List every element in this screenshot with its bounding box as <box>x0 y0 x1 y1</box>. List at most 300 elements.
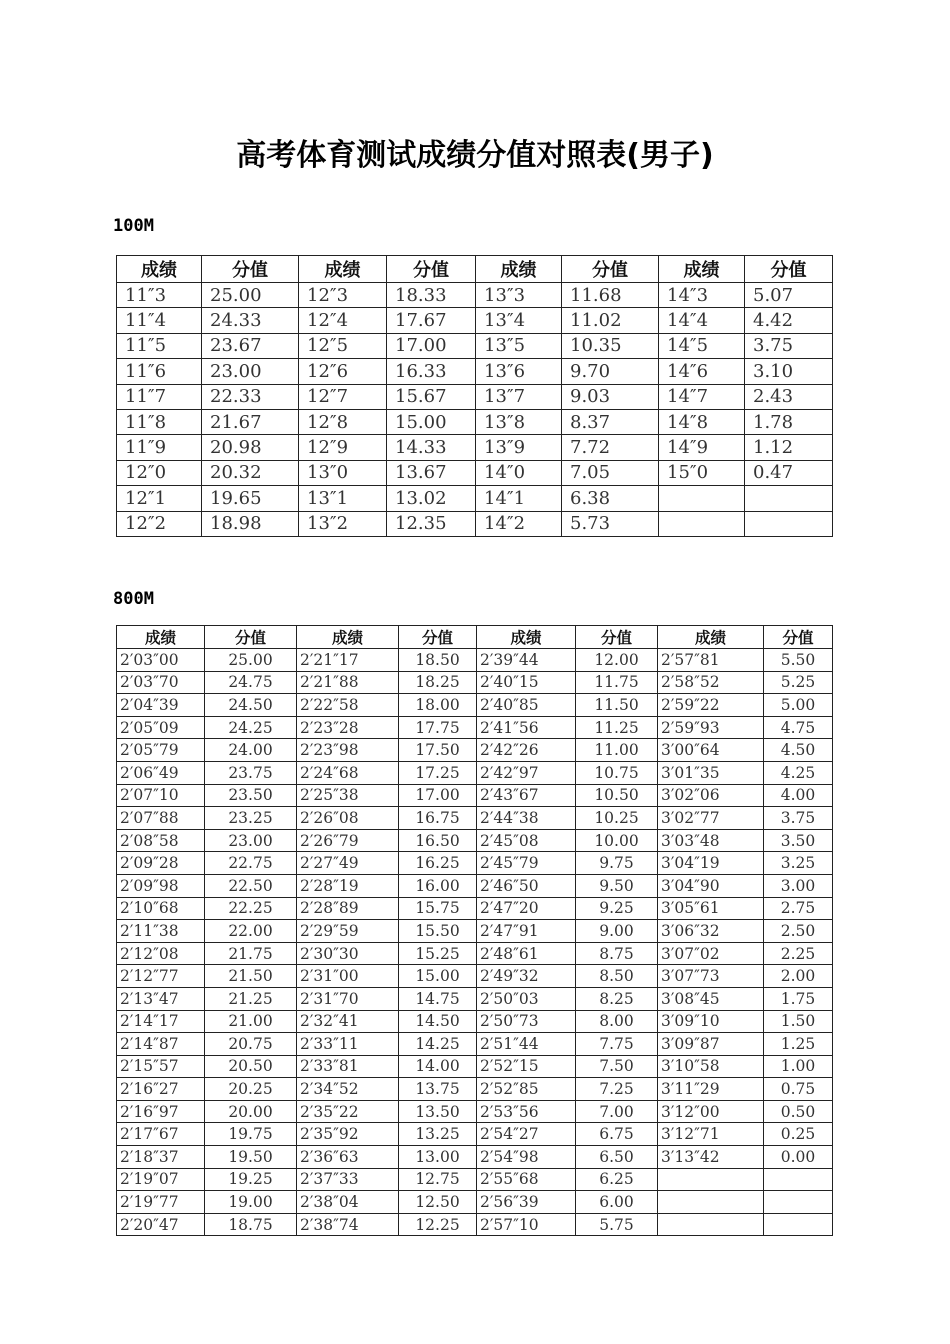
points-cell: 1.50 <box>764 1010 833 1033</box>
score-cell: 15″0 <box>659 460 745 485</box>
score-cell: 12″4 <box>299 308 387 333</box>
points-cell <box>745 486 833 511</box>
score-cell: 2′40″85 <box>477 694 576 717</box>
points-cell: 23.50 <box>205 784 297 807</box>
points-cell: 17.25 <box>399 761 477 784</box>
points-cell: 16.00 <box>399 874 477 897</box>
score-cell: 11″7 <box>117 384 202 409</box>
header-points: 分值 <box>399 626 477 649</box>
points-cell: 10.50 <box>576 784 658 807</box>
points-cell <box>745 511 833 536</box>
points-cell: 21.25 <box>205 987 297 1010</box>
points-cell: 15.00 <box>399 965 477 988</box>
points-cell: 1.12 <box>745 435 833 460</box>
score-cell: 3′09″87 <box>658 1033 764 1056</box>
score-cell: 2′07″10 <box>117 784 205 807</box>
score-cell: 3′07″73 <box>658 965 764 988</box>
score-cell: 2′52″85 <box>477 1078 576 1101</box>
points-cell: 16.50 <box>399 829 477 852</box>
score-cell: 2′07″88 <box>117 807 205 830</box>
points-cell: 14.50 <box>399 1010 477 1033</box>
score-cell: 3′00″64 <box>658 739 764 762</box>
points-cell: 12.35 <box>387 511 476 536</box>
table-row <box>117 1191 833 1214</box>
score-cell: 14″7 <box>659 384 745 409</box>
score-cell: 3′07″02 <box>658 942 764 965</box>
score-cell: 14″2 <box>476 511 562 536</box>
points-cell: 21.00 <box>205 1010 297 1033</box>
header-score: 成绩 <box>117 626 205 649</box>
points-cell: 5.50 <box>764 649 833 672</box>
score-cell: 3′12″00 <box>658 1100 764 1123</box>
score-cell <box>658 1191 764 1214</box>
score-cell <box>658 1213 764 1236</box>
score-cell: 2′09″28 <box>117 852 205 875</box>
header-points: 分值 <box>745 256 833 283</box>
table-header-row <box>117 256 833 283</box>
score-cell: 14″8 <box>659 409 745 434</box>
score-cell: 2′26″79 <box>297 829 399 852</box>
points-cell: 15.00 <box>387 409 476 434</box>
table-row <box>117 1123 833 1146</box>
points-cell: 9.75 <box>576 852 658 875</box>
header-score: 成绩 <box>658 626 764 649</box>
score-cell: 12″0 <box>117 460 202 485</box>
table-row <box>117 1146 833 1169</box>
points-cell: 6.75 <box>576 1123 658 1146</box>
score-cell: 2′40″15 <box>477 671 576 694</box>
points-cell: 3.10 <box>745 359 833 384</box>
score-cell: 2′04″39 <box>117 694 205 717</box>
points-cell: 2.00 <box>764 965 833 988</box>
points-cell: 20.98 <box>202 435 299 460</box>
points-cell: 22.50 <box>205 874 297 897</box>
score-cell: 2′31″70 <box>297 987 399 1010</box>
score-cell: 13″2 <box>299 511 387 536</box>
score-cell: 11″8 <box>117 409 202 434</box>
points-cell: 4.25 <box>764 761 833 784</box>
table-row <box>117 897 833 920</box>
score-cell: 2′08″58 <box>117 829 205 852</box>
score-cell: 3′01″35 <box>658 761 764 784</box>
score-cell: 2′57″10 <box>477 1213 576 1236</box>
score-cell: 2′38″04 <box>297 1191 399 1214</box>
score-cell: 13″9 <box>476 435 562 460</box>
score-cell: 2′23″98 <box>297 739 399 762</box>
score-cell: 2′33″81 <box>297 1055 399 1078</box>
points-cell: 8.50 <box>576 965 658 988</box>
points-cell: 20.32 <box>202 460 299 485</box>
points-cell: 19.50 <box>205 1146 297 1169</box>
score-cell: 2′12″77 <box>117 965 205 988</box>
score-cell: 2′23″28 <box>297 716 399 739</box>
score-cell: 2′54″27 <box>477 1123 576 1146</box>
score-cell: 2′51″44 <box>477 1033 576 1056</box>
points-cell: 14.75 <box>399 987 477 1010</box>
points-cell: 8.00 <box>576 1010 658 1033</box>
points-cell: 9.00 <box>576 920 658 943</box>
points-cell: 23.00 <box>205 829 297 852</box>
score-cell: 3′08″45 <box>658 987 764 1010</box>
points-cell: 24.50 <box>205 694 297 717</box>
points-cell: 5.75 <box>576 1213 658 1236</box>
score-cell: 2′16″27 <box>117 1078 205 1101</box>
score-cell: 2′41″56 <box>477 716 576 739</box>
points-cell: 7.00 <box>576 1100 658 1123</box>
score-cell: 2′05″09 <box>117 716 205 739</box>
section-label-100m: 100M <box>113 216 154 236</box>
score-cell: 2′26″08 <box>297 807 399 830</box>
points-cell: 15.67 <box>387 384 476 409</box>
points-cell: 24.00 <box>205 739 297 762</box>
score-cell: 2′42″97 <box>477 761 576 784</box>
points-cell: 14.33 <box>387 435 476 460</box>
score-cell: 2′42″26 <box>477 739 576 762</box>
score-cell: 3′11″29 <box>658 1078 764 1101</box>
points-cell: 11.75 <box>576 671 658 694</box>
points-cell: 25.00 <box>205 649 297 672</box>
table-row <box>117 761 833 784</box>
table-100m <box>116 255 833 537</box>
score-cell: 2′54″98 <box>477 1146 576 1169</box>
score-cell: 14″4 <box>659 308 745 333</box>
table-800m-body <box>117 649 833 1236</box>
score-cell: 2′19″77 <box>117 1191 205 1214</box>
points-cell: 2.43 <box>745 384 833 409</box>
points-cell: 3.75 <box>745 333 833 358</box>
table-row <box>117 1213 833 1236</box>
table-row <box>117 920 833 943</box>
points-cell: 7.25 <box>576 1078 658 1101</box>
points-cell: 18.50 <box>399 649 477 672</box>
points-cell: 6.00 <box>576 1191 658 1214</box>
score-cell <box>659 486 745 511</box>
points-cell: 5.07 <box>745 283 833 308</box>
table-row <box>117 649 833 672</box>
table-row <box>117 1078 833 1101</box>
score-cell: 2′49″32 <box>477 965 576 988</box>
points-cell: 5.25 <box>764 671 833 694</box>
points-cell: 22.33 <box>202 384 299 409</box>
score-cell: 2′21″17 <box>297 649 399 672</box>
points-cell: 20.25 <box>205 1078 297 1101</box>
score-cell: 2′10″68 <box>117 897 205 920</box>
score-cell: 2′06″49 <box>117 761 205 784</box>
score-cell: 3′02″77 <box>658 807 764 830</box>
points-cell: 22.75 <box>205 852 297 875</box>
header-points: 分值 <box>202 256 299 283</box>
points-cell: 14.25 <box>399 1033 477 1056</box>
points-cell: 8.75 <box>576 942 658 965</box>
score-cell: 12″9 <box>299 435 387 460</box>
header-points: 分值 <box>764 626 833 649</box>
points-cell: 9.50 <box>576 874 658 897</box>
score-cell: 2′25″38 <box>297 784 399 807</box>
score-cell: 2′55″68 <box>477 1168 576 1191</box>
score-cell: 2′48″61 <box>477 942 576 965</box>
points-cell: 7.50 <box>576 1055 658 1078</box>
points-cell: 17.67 <box>387 308 476 333</box>
points-cell: 11.02 <box>562 308 659 333</box>
score-cell: 2′14″17 <box>117 1010 205 1033</box>
points-cell: 12.50 <box>399 1191 477 1214</box>
table-row <box>117 852 833 875</box>
table-row <box>117 1033 833 1056</box>
table-row <box>117 1168 833 1191</box>
points-cell: 1.25 <box>764 1033 833 1056</box>
score-cell: 2′28″89 <box>297 897 399 920</box>
score-cell: 13″7 <box>476 384 562 409</box>
table-row <box>117 965 833 988</box>
table-row <box>117 807 833 830</box>
points-cell: 11.50 <box>576 694 658 717</box>
score-cell: 12″6 <box>299 359 387 384</box>
points-cell: 9.70 <box>562 359 659 384</box>
points-cell: 13.00 <box>399 1146 477 1169</box>
score-cell: 2′19″07 <box>117 1168 205 1191</box>
points-cell: 25.00 <box>202 283 299 308</box>
score-cell: 2′37″33 <box>297 1168 399 1191</box>
header-points: 分值 <box>387 256 476 283</box>
table-row <box>117 1055 833 1078</box>
points-cell: 0.25 <box>764 1123 833 1146</box>
table-800m <box>116 625 833 1236</box>
score-cell: 2′28″19 <box>297 874 399 897</box>
score-cell: 2′17″67 <box>117 1123 205 1146</box>
table-row <box>117 384 833 409</box>
score-cell: 2′36″63 <box>297 1146 399 1169</box>
score-cell: 14″0 <box>476 460 562 485</box>
score-cell: 13″1 <box>299 486 387 511</box>
points-cell: 20.75 <box>205 1033 297 1056</box>
points-cell: 6.38 <box>562 486 659 511</box>
table-row <box>117 874 833 897</box>
score-cell: 2′56″39 <box>477 1191 576 1214</box>
score-cell: 3′09″10 <box>658 1010 764 1033</box>
table-row <box>117 694 833 717</box>
points-cell: 23.25 <box>205 807 297 830</box>
score-cell: 2′43″67 <box>477 784 576 807</box>
points-cell <box>764 1168 833 1191</box>
table-row <box>117 716 833 739</box>
points-cell: 19.25 <box>205 1168 297 1191</box>
table-row <box>117 409 833 434</box>
score-cell: 3′03″48 <box>658 829 764 852</box>
score-cell: 2′31″00 <box>297 965 399 988</box>
header-score: 成绩 <box>477 626 576 649</box>
score-cell: 2′22″58 <box>297 694 399 717</box>
points-cell: 1.00 <box>764 1055 833 1078</box>
score-cell: 2′15″57 <box>117 1055 205 1078</box>
points-cell: 7.05 <box>562 460 659 485</box>
points-cell: 17.00 <box>387 333 476 358</box>
points-cell: 2.50 <box>764 920 833 943</box>
points-cell: 12.00 <box>576 649 658 672</box>
points-cell: 11.00 <box>576 739 658 762</box>
points-cell: 18.33 <box>387 283 476 308</box>
score-cell: 2′38″74 <box>297 1213 399 1236</box>
score-cell: 2′47″20 <box>477 897 576 920</box>
points-cell <box>764 1213 833 1236</box>
points-cell: 3.75 <box>764 807 833 830</box>
table-row <box>117 308 833 333</box>
points-cell: 18.00 <box>399 694 477 717</box>
points-cell: 23.67 <box>202 333 299 358</box>
score-cell: 2′11″38 <box>117 920 205 943</box>
table-row <box>117 435 833 460</box>
score-cell: 2′13″47 <box>117 987 205 1010</box>
score-cell: 12″1 <box>117 486 202 511</box>
score-cell: 2′44″38 <box>477 807 576 830</box>
score-cell: 13″6 <box>476 359 562 384</box>
points-cell: 16.25 <box>399 852 477 875</box>
score-cell: 2′03″00 <box>117 649 205 672</box>
points-cell: 15.25 <box>399 942 477 965</box>
section-label-800m: 800M <box>113 589 154 609</box>
score-cell: 2′29″59 <box>297 920 399 943</box>
points-cell: 1.75 <box>764 987 833 1010</box>
table-row <box>117 671 833 694</box>
points-cell: 24.25 <box>205 716 297 739</box>
points-cell: 0.75 <box>764 1078 833 1101</box>
header-score: 成绩 <box>476 256 562 283</box>
score-cell: 13″4 <box>476 308 562 333</box>
table-row <box>117 942 833 965</box>
points-cell: 9.03 <box>562 384 659 409</box>
header-score: 成绩 <box>297 626 399 649</box>
points-cell: 10.00 <box>576 829 658 852</box>
points-cell: 23.00 <box>202 359 299 384</box>
score-cell: 14″6 <box>659 359 745 384</box>
table-row <box>117 784 833 807</box>
score-cell: 13″8 <box>476 409 562 434</box>
table-header-row <box>117 626 833 649</box>
points-cell: 21.75 <box>205 942 297 965</box>
points-cell: 0.00 <box>764 1146 833 1169</box>
points-cell: 18.75 <box>205 1213 297 1236</box>
points-cell: 0.47 <box>745 460 833 485</box>
score-cell: 3′13″42 <box>658 1146 764 1169</box>
score-cell: 2′27″49 <box>297 852 399 875</box>
points-cell: 22.00 <box>205 920 297 943</box>
score-cell: 2′34″52 <box>297 1078 399 1101</box>
points-cell: 5.73 <box>562 511 659 536</box>
score-cell: 2′53″56 <box>477 1100 576 1123</box>
points-cell: 8.25 <box>576 987 658 1010</box>
score-cell: 12″8 <box>299 409 387 434</box>
score-cell: 2′14″87 <box>117 1033 205 1056</box>
points-cell: 13.50 <box>399 1100 477 1123</box>
table-row <box>117 739 833 762</box>
points-cell: 2.25 <box>764 942 833 965</box>
score-cell: 2′18″37 <box>117 1146 205 1169</box>
points-cell: 19.65 <box>202 486 299 511</box>
points-cell: 17.00 <box>399 784 477 807</box>
points-cell: 24.75 <box>205 671 297 694</box>
points-cell: 12.75 <box>399 1168 477 1191</box>
points-cell: 17.75 <box>399 716 477 739</box>
points-cell: 15.75 <box>399 897 477 920</box>
header-points: 分值 <box>205 626 297 649</box>
points-cell: 13.02 <box>387 486 476 511</box>
table-row <box>117 511 833 536</box>
score-cell: 3′04″19 <box>658 852 764 875</box>
points-cell: 7.72 <box>562 435 659 460</box>
points-cell: 16.75 <box>399 807 477 830</box>
points-cell: 22.25 <box>205 897 297 920</box>
points-cell: 3.00 <box>764 874 833 897</box>
points-cell: 4.75 <box>764 716 833 739</box>
points-cell: 11.25 <box>576 716 658 739</box>
points-cell: 10.35 <box>562 333 659 358</box>
points-cell: 1.78 <box>745 409 833 434</box>
score-cell: 2′35″92 <box>297 1123 399 1146</box>
header-points: 分值 <box>576 626 658 649</box>
score-cell: 12″3 <box>299 283 387 308</box>
score-cell: 2′45″79 <box>477 852 576 875</box>
score-cell: 11″6 <box>117 359 202 384</box>
score-cell: 2′46″50 <box>477 874 576 897</box>
score-cell: 2′35″22 <box>297 1100 399 1123</box>
score-cell: 2′59″22 <box>658 694 764 717</box>
table-row <box>117 359 833 384</box>
points-cell: 6.25 <box>576 1168 658 1191</box>
points-cell: 21.50 <box>205 965 297 988</box>
score-cell: 3′05″61 <box>658 897 764 920</box>
header-score: 成绩 <box>659 256 745 283</box>
score-cell: 2′09″98 <box>117 874 205 897</box>
points-cell: 8.37 <box>562 409 659 434</box>
score-cell: 13″0 <box>299 460 387 485</box>
score-cell: 2′05″79 <box>117 739 205 762</box>
score-cell: 2′57″81 <box>658 649 764 672</box>
score-cell: 2′24″68 <box>297 761 399 784</box>
score-cell: 3′06″32 <box>658 920 764 943</box>
score-cell: 2′30″30 <box>297 942 399 965</box>
score-cell: 14″9 <box>659 435 745 460</box>
table-row <box>117 1100 833 1123</box>
points-cell: 4.00 <box>764 784 833 807</box>
points-cell: 24.33 <box>202 308 299 333</box>
header-points: 分值 <box>562 256 659 283</box>
points-cell: 18.25 <box>399 671 477 694</box>
table-row <box>117 829 833 852</box>
points-cell: 17.50 <box>399 739 477 762</box>
score-cell: 2′58″52 <box>658 671 764 694</box>
score-cell <box>658 1168 764 1191</box>
points-cell: 16.33 <box>387 359 476 384</box>
points-cell: 3.50 <box>764 829 833 852</box>
points-cell <box>764 1191 833 1214</box>
points-cell: 19.75 <box>205 1123 297 1146</box>
points-cell: 11.68 <box>562 283 659 308</box>
score-cell: 14″1 <box>476 486 562 511</box>
score-cell: 2′50″73 <box>477 1010 576 1033</box>
page-title: 高考体育测试成绩分值对照表(男子) <box>236 138 714 173</box>
points-cell: 12.25 <box>399 1213 477 1236</box>
score-cell: 2′47″91 <box>477 920 576 943</box>
points-cell: 9.25 <box>576 897 658 920</box>
points-cell: 13.67 <box>387 460 476 485</box>
points-cell: 6.50 <box>576 1146 658 1169</box>
score-cell: 12″5 <box>299 333 387 358</box>
points-cell: 5.00 <box>764 694 833 717</box>
score-cell: 13″3 <box>476 283 562 308</box>
points-cell: 7.75 <box>576 1033 658 1056</box>
points-cell: 23.75 <box>205 761 297 784</box>
table-row <box>117 486 833 511</box>
table-row <box>117 987 833 1010</box>
